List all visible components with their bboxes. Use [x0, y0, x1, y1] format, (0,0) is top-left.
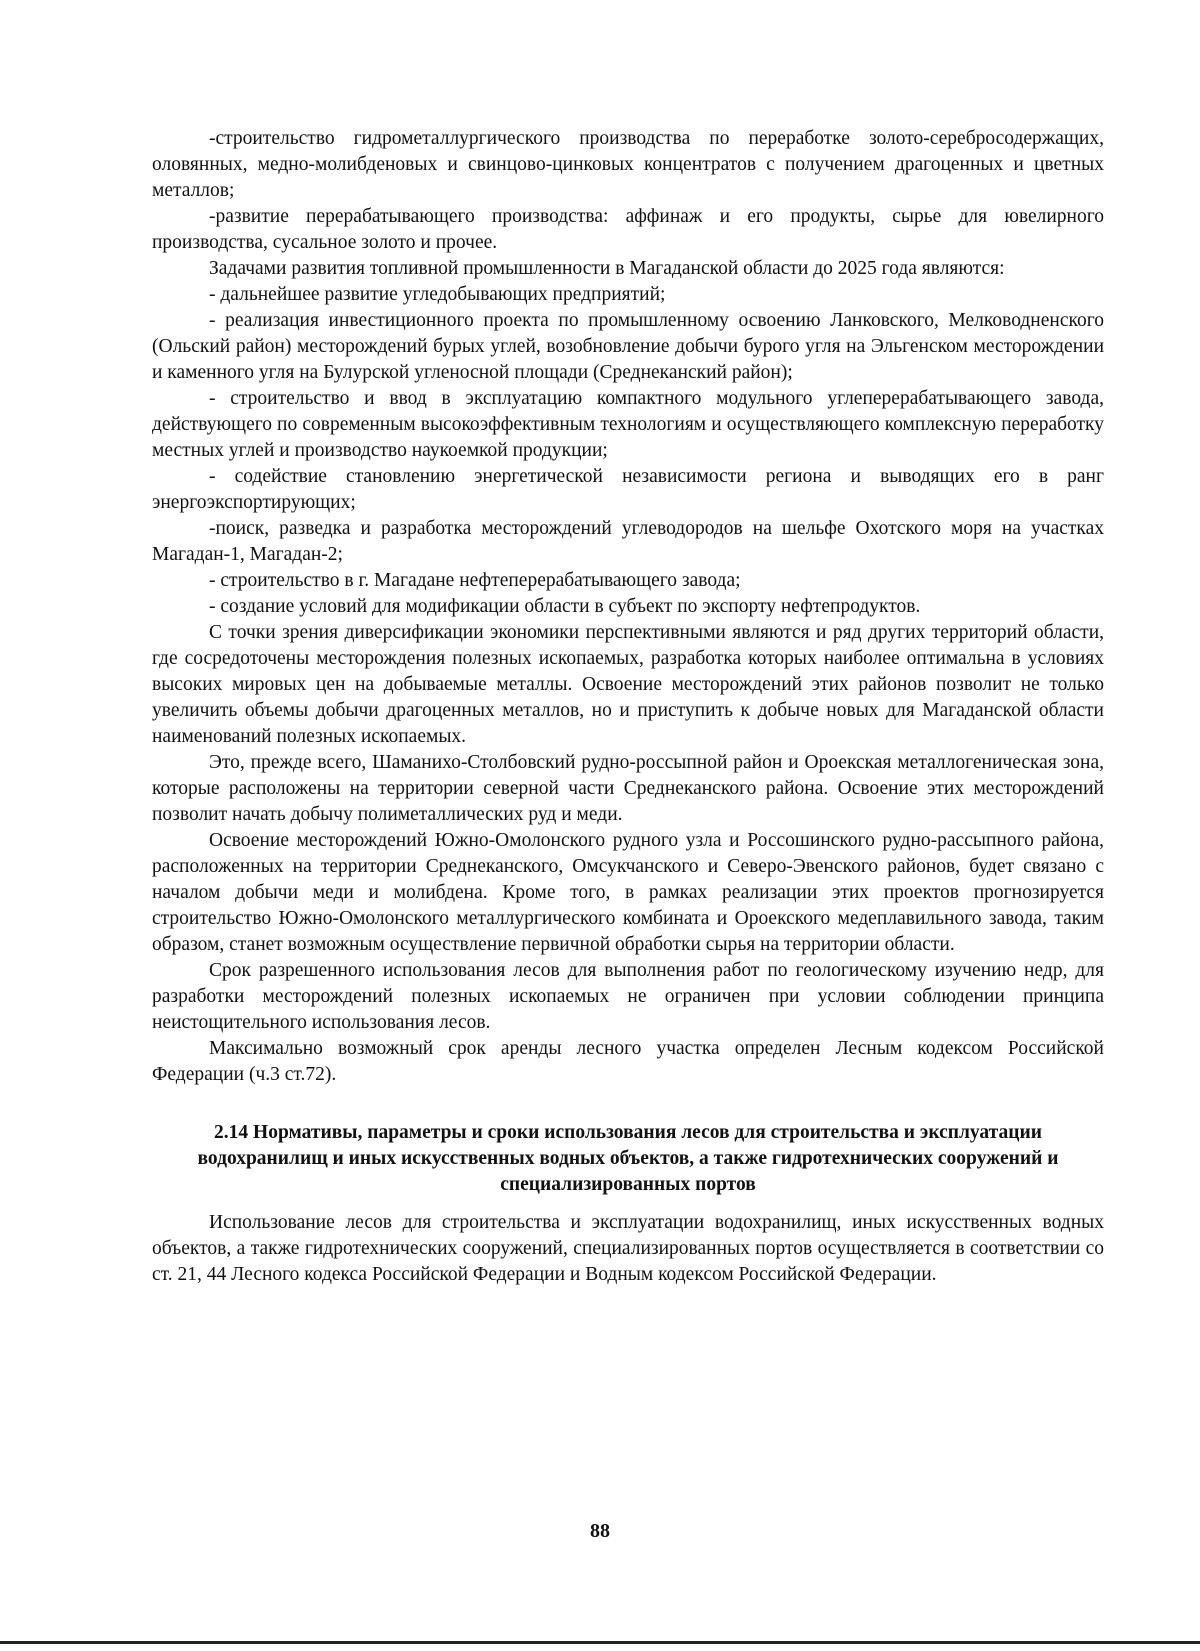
list-item-investment-project: - реализация инвестиционного проекта по промышленному освоению Ланковского, Мелководненского (Ольский район) месторождений бурых углей, возобновление добычи бурого угля на Эльгенском месторождении и каменного угля на Булурской угленосной площади (Среднеканский район);: [152, 310, 1104, 383]
list-item-coal-mining: - дальнейшее развитие угледобывающих предприятий;: [209, 284, 666, 305]
document-page: [152, 126, 1104, 1288]
section-body: Использование лесов для строительства и эксплуатации водохранилищ, иных искусственных водных объектов, а также гидротехнических сооружений, специализированных портов осуществляется в соответствии со ст. 21, 44 Лесного кодекса Российской Федерации и Водным кодексом Российской Федерации.: [152, 1212, 1104, 1285]
list-item-energy-independence: - содействие становлению энергетической независимости региона и выводящих его в ранг энергоэкспортирующих;: [152, 466, 1104, 513]
section-heading: 2.14 Нормативы, параметры и сроки использования лесов для строительства и эксплуатации водохранилищ и иных искусственных водных объектов, а также гидротехнических сооружений и специализированных портов: [197, 1122, 1059, 1195]
paragraph-lease-term: Максимально возможный срок аренды лесного участка определен Лесным кодексом Российской Федерации (ч.3 ст.72).: [152, 1038, 1104, 1085]
page-number: 88: [590, 1520, 610, 1542]
paragraph-fuel-tasks: Задачами развития топливной промышленности в Магаданской области до 2025 года являются:: [209, 258, 1005, 279]
list-item-oil-refinery: - строительство в г. Магадане нефтеперерабатывающего завода;: [209, 570, 741, 591]
paragraph-omolon: Освоение месторождений Южно-Омолонского рудного узла и Россошинского рудно-рассыпного района, расположенных на территории Среднеканского, Омсукчанского и Северо-Эвенского районов, будет связано с началом добычи меди и молибдена. Кроме того, в рамках реализации этих проектов прогнозируется строительство Южно-Омолонского металлургического комбината и Ороекского медеплавильного завода, таким образом, станет возможным осуществление первичной обработки сырья на территории области.: [152, 830, 1104, 955]
paragraph-diversification: С точки зрения диверсификации экономики перспективными являются и ряд других территорий области, где сосредоточены месторождения полезных ископаемых, разработка которых наиболее оптимальна в условиях высоких мировых цен на добываемые металлы. Освоение месторождений этих районов позволит не только увеличить объемы добычи драгоценных металлов, но и приступить к добыче новых для Магаданской области наименований полезных ископаемых.: [152, 622, 1104, 747]
paragraph-shamanikha: Это, прежде всего, Шаманихо-Столбовский рудно-россыпной район и Ороекская металлогеническая зона, которые расположены на территории северной части Среднеканского района. Освоение этих месторождений позволит начать добычу полиметаллических руд и меди.: [152, 752, 1104, 825]
list-item-coal-plant: - строительство и ввод в эксплуатацию компактного модульного углеперерабатывающего завода, действующего по современным высокоэффективным технологиям и осуществляющего комплексную переработку местных углей и производство наукоемкой продукции;: [152, 388, 1104, 461]
list-item-hydrocarbon-exploration: -поиск, разведка и разработка месторождений углеводородов на шельфе Охотского моря на участках Магадан-1, Магадан-2;: [152, 518, 1104, 565]
list-item-oil-export: - создание условий для модификации области в субъект по экспорту нефтепродуктов.: [209, 596, 921, 617]
bottom-rule: [0, 1641, 1200, 1644]
paragraph-refining: -развитие перерабатывающего производства: аффинаж и его продукты, сырье для ювелирного производства, сусальное золото и прочее.: [152, 206, 1104, 253]
paragraph-hydrometallurgy: -строительство гидрометаллургического производства по переработке золото-серебросодержащих, оловянных, медно-молибденовых и свинцово-цинковых концентратов с получением драгоценных и цветных металлов;: [152, 128, 1104, 201]
paragraph-forest-use-term: Срок разрешенного использования лесов для выполнения работ по геологическому изучению недр, для разработки месторождений полезных ископаемых не ограничен при условии соблюдении принципа неистощительного использования лесов.: [152, 960, 1104, 1033]
